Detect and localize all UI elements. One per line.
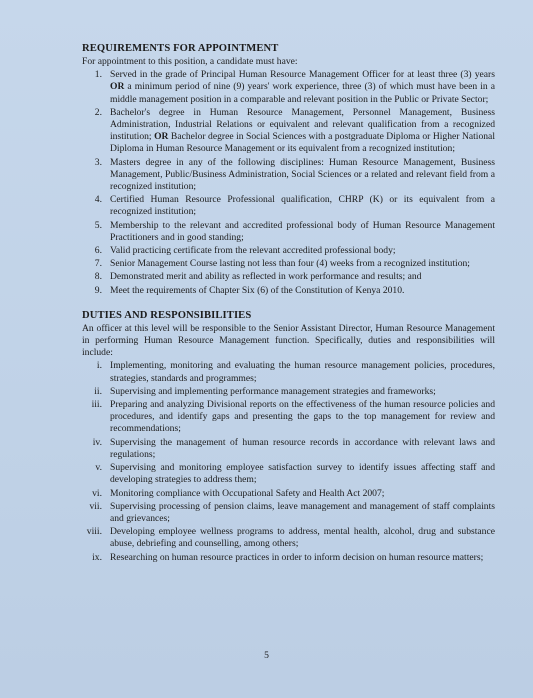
duty-item [82,437,495,461]
requirements-heading: REQUIREMENTS FOR APPOINTMENT [82,43,279,54]
requirement-number: 1. [94,69,102,81]
requirement-item [82,194,495,218]
requirement-number: 6. [94,245,102,257]
requirement-text: Demonstrated merit and ability as reflected in work performance and results; and [110,271,422,283]
duty-number: iii. [91,399,102,411]
requirement-text: Masters degree in any of the following disciplines: Human Resource Management, Business Management, Public/Business Administration, Social Sciences or a related and relevant field from a recognized institution; [110,156,495,193]
duties-heading: DUTIES AND RESPONSIBILITIES [82,309,252,321]
requirement-text: Meet the requirements of Chapter Six (6) of the Constitution of Kenya 2010. [110,284,405,296]
requirement-number: 4. [94,194,102,206]
duties-list [82,360,495,563]
requirement-text: Bachelor's degree in Human Resource Management, Personnel Management, Business Administration, Industrial Relations or equivalent and relevant qualification from a recognized institution; [110,106,495,143]
requirements-list [82,69,495,297]
requirement-text: a minimum period of nine (9) years' work experience, three (3) of which must have been in a middle management position in a comparable and relevant position in the Public or Private Sector; [110,81,495,105]
duty-text: Developing employee wellness programs to address, mental health, alcohol, drug and substance abuse, debriefing and counselling, among others; [110,526,495,550]
requirement-item [82,271,495,283]
requirement-number: 2. [94,106,102,118]
requirement-item [82,258,495,270]
requirement-text: Senior Management Course lasting not less than four (4) weeks from a recognized institution; [110,258,470,270]
duty-text: Supervising and monitoring employee satisfaction survey to identify issues affecting staff and developing strategies to address them; [110,462,495,486]
duty-text: Implementing, monitoring and evaluating the human resource management policies, procedures, strategies, standards and programmes; [110,360,495,384]
or-keyword: OR [154,131,169,143]
duty-text: Researching on human resource practices in order to inform decision on human resource matters; [110,551,484,563]
requirement-text: Certified Human Resource Professional qualification, CHRP (K) or its equivalent from a recognized institution; [110,194,495,218]
duty-text: Supervising and implementing performance management strategies and frameworks; [110,385,436,397]
requirement-number: 5. [94,219,102,231]
duty-number: vii. [89,500,102,512]
duty-number: vi. [92,487,102,499]
page-number: 5 [264,650,269,661]
requirement-item [82,69,495,106]
duties-intro: An officer at this level will be responsible to the Senior Assistant Director, Human Resource Management in performing Human Resource Management function. Specifically, duties and responsibilities will include: [82,322,495,359]
duty-text: Supervising processing of pension claims, leave management and management of staff complaints and grievances; [110,500,495,524]
duty-number: ii. [94,385,102,397]
duty-item [82,552,495,564]
requirement-text: Membership to the relevant and accredited professional body of Human Resource Management Practitioners and in good standing; [110,219,495,243]
duty-text: Supervising the management of human resource records in accordance with relevant laws and regulations; [110,436,495,460]
duty-number: viii. [86,526,102,538]
requirement-number: 8. [94,271,102,283]
duty-number: i. [96,360,102,372]
duty-item [82,462,495,486]
requirement-item [82,157,495,194]
requirement-text: Bachelor degree in Social Sciences with a postgraduate Diploma or Higher National Diploma in Human Resource Management or its equivalent from a recognized institution; [110,131,495,155]
requirement-item [82,285,495,297]
requirement-item [82,220,495,244]
duty-item [82,488,495,500]
requirement-number: 9. [94,284,102,296]
duty-text: Monitoring compliance with Occupational Safety and Health Act 2007; [110,487,385,499]
requirement-text: Valid practicing certificate from the relevant accredited professional body; [110,245,396,257]
requirement-item [82,107,495,156]
duty-item [82,386,495,398]
requirement-number: 7. [94,258,102,270]
duty-item [82,526,495,550]
duty-item [82,501,495,525]
or-keyword: OR [110,81,125,93]
requirement-item [82,245,495,257]
duty-item [82,360,495,384]
duty-number: iv. [92,436,102,448]
requirements-intro: For appointment to this position, a candidate must have: [82,56,298,67]
duty-number: v. [95,462,102,474]
duty-number: ix. [92,551,102,563]
requirement-text: Served in the grade of Principal Human Resource Management Officer for at least three (3) years [110,69,495,81]
requirement-number: 3. [94,156,102,168]
duty-text: Preparing and analyzing Divisional reports on the effectiveness of the human resource policies and procedures, and identify gaps and presenting the gaps to the top management for review and recommendations; [110,399,495,435]
duty-item [82,399,495,436]
